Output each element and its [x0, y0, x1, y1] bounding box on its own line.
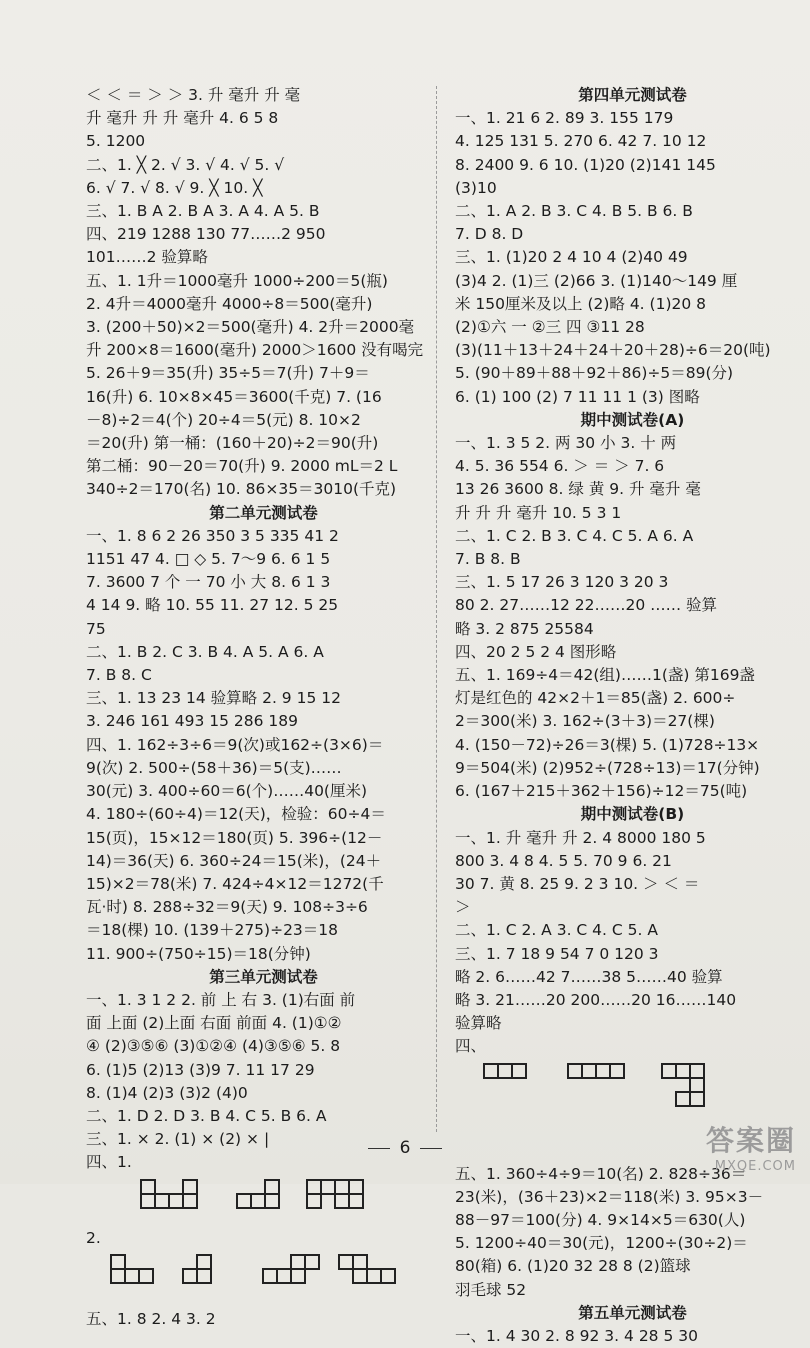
answer-line: 灯是红色的 42×2＋1＝85(盏) 2. 600÷: [455, 689, 736, 708]
answer-line: 9＝504(米) (2)952÷(728÷13)＝17(分钟): [455, 758, 760, 777]
figure-cell: [511, 1063, 527, 1079]
section-heading: 第四单元测试卷: [578, 86, 687, 104]
answer-line: 验算略: [455, 1014, 502, 1033]
answer-line: (3)4 2. (1)三 (2)66 3. (1)140～149 厘: [455, 271, 738, 290]
answer-line: 4. 5. 36 554 6. ＞ ＝ ＞ 7. 6: [455, 457, 665, 476]
answer-line: (3)10: [455, 178, 497, 197]
answer-line: 二、1. C 2. A 3. C 4. C 5. A: [455, 921, 658, 940]
answer-line: 1151 47 4. □ ◇ 5. 7～9 6. 6 1 5: [86, 550, 331, 569]
answer-line: 四、1.: [86, 1153, 132, 1172]
answer-line: 2.: [86, 1228, 101, 1247]
answer-line: 一、1. 3 1 2 2. 前 上 右 3. (1)右面 前: [86, 990, 356, 1009]
answer-line: 11. 900÷(750÷15)＝18(分钟): [86, 944, 311, 963]
answer-line: 9(次) 2. 500÷(58＋36)＝5(支)……: [86, 758, 342, 777]
figure-cell: [182, 1193, 198, 1209]
answer-line: 二、1. B 2. C 3. B 4. A 5. A 6. A: [86, 642, 324, 661]
section-heading: 第五单元测试卷: [578, 1303, 687, 1322]
view-figures: [86, 1175, 441, 1227]
answer-line: ④ (2)③⑤⑥ (3)①②④ (4)③⑤⑥ 5. 8: [86, 1037, 341, 1056]
answer-line: 4. (150－72)÷26＝3(棵) 5. (1)728÷13×: [455, 735, 760, 754]
answer-line: ＝18(棵) 10. (139＋275)÷23＝18: [86, 921, 339, 940]
answer-line: 羽毛球 52: [455, 1280, 527, 1299]
answer-line: 二、1. C 2. B 3. C 4. C 5. A 6. A: [455, 526, 694, 545]
watermark-title: 答案圈: [705, 1124, 796, 1157]
answer-line: 6. (1) 100 (2) 7 11 11 1 (3) 图略: [455, 387, 700, 406]
answer-line: 30 7. 黄 8. 25 9. 2 3 10. ＞ ＜ ＝: [455, 874, 700, 893]
answer-line: 7. B 8. B: [455, 550, 521, 569]
answer-line: 第二桶：90－20＝70(升) 9. 2000 mL＝2 L: [86, 457, 398, 476]
answer-line: 一、1. 4 30 2. 8 92 3. 4 28 5 30: [455, 1326, 698, 1345]
answer-line: 三、1. ⨯ 2. (1) ⨯ (2) ⨯ |: [86, 1130, 270, 1149]
figure-cell: [609, 1063, 625, 1079]
answer-line: ＜ ＜ ＝ ＞ ＞ 3. 升 毫升 升 毫: [86, 86, 301, 104]
answer-line: 一、1. 3 5 2. 两 30 小 3. 十 两: [455, 434, 677, 453]
page-number-text: 6: [399, 1138, 411, 1158]
section-heading: 期中测试卷(A): [580, 410, 685, 429]
answer-line: 3. 246 161 493 15 286 189: [86, 712, 298, 731]
answer-line: 米 150厘米及以上 (2)略 4. (1)20 8: [455, 294, 707, 313]
answer-line: 升 升 升 毫升 10. 5 3 1: [455, 503, 622, 522]
figure-cell: [182, 1268, 198, 1284]
answer-line: 面 上面 (2)上面 右面 前面 4. (1)①②: [86, 1014, 342, 1033]
answer-line: 四、1. 162÷3÷6＝9(次)或162÷(3×6)＝: [86, 735, 384, 754]
answer-line: 30(元) 3. 400÷60＝6(个)……40(厘米): [86, 782, 368, 801]
answer-line: 五、1. 1升＝1000毫升 1000÷200＝5(瓶): [86, 271, 388, 290]
section-heading: 第三单元测试卷: [209, 967, 318, 986]
figure-cell: [304, 1254, 320, 1270]
answer-line: 5. 1200÷40＝30(元)，1200÷(30÷2)＝: [455, 1234, 748, 1253]
figure-cell: [264, 1193, 280, 1209]
answer-line: 三、1. 7 18 9 54 7 0 120 3: [455, 944, 659, 963]
answer-line: (3)(11＋13＋24＋24＋20＋28)÷6＝20(吨): [455, 341, 771, 360]
section-heading: 第二单元测试卷: [209, 503, 318, 522]
answer-line: 二、1. D 2. D 3. B 4. C 5. B 6. A: [86, 1106, 327, 1125]
figure-cell: [138, 1268, 154, 1284]
answer-line: 二、1. ╳ 2. √ 3. √ 4. √ 5. √: [86, 155, 285, 174]
figure-cell: [264, 1179, 280, 1195]
answer-line: (2)①六 一 ②三 四 ③11 28: [455, 318, 645, 337]
answer-line: 13 26 3600 8. 绿 黄 9. 升 毫升 毫: [455, 480, 701, 499]
page-number-dash-right: [420, 1148, 442, 1149]
answer-line: 略 3. 21……20 200……20 16……140: [455, 990, 737, 1009]
answer-line: 8. (1)4 (2)3 (3)2 (4)0: [86, 1083, 248, 1102]
answer-line: 800 3. 4 8 4. 5 5. 70 9 6. 21: [455, 851, 672, 870]
answer-line: ＞: [455, 898, 471, 917]
watermark-logo: [706, 1119, 796, 1174]
answer-line: 7. 3600 7 个 一 70 小 大 8. 6 1 3: [86, 573, 331, 592]
answer-line: 88－97＝100(分) 4. 9×14×5＝630(人): [455, 1210, 746, 1229]
answer-line: 瓦·时) 8. 288÷32＝9(天) 9. 108÷3÷6: [86, 898, 368, 917]
figure-cell: [306, 1193, 322, 1209]
column-divider: [436, 86, 437, 1132]
answer-line: 略 2. 6……42 7……38 5……40 验算: [455, 967, 723, 986]
answer-line: 101……2 验算略: [86, 248, 208, 267]
answer-line: 8. 2400 9. 6 10. (1)20 (2)141 145: [455, 155, 716, 174]
watermark-url: MXQE.COM: [714, 1159, 796, 1174]
answer-line: 五、1. 169÷4＝42(组)……1(盏) 第169盏: [455, 666, 755, 685]
answer-line: 3. (200＋50)×2＝500(毫升) 4. 2升＝2000毫: [86, 318, 415, 337]
answer-line: 升 毫升 升 升 毫升 4. 6 5 8: [86, 109, 279, 128]
answer-line: 340÷2＝170(名) 10. 86×35＝3010(千克): [86, 480, 397, 499]
answer-line: 略 3. 2 875 25584: [455, 619, 594, 638]
answer-line: 三、1. (1)20 2 4 10 4 (2)40 49: [455, 248, 688, 267]
answer-line: 4. 125 131 5. 270 6. 42 7. 10 12: [455, 132, 707, 151]
section-heading: 期中测试卷(B): [580, 805, 685, 824]
answer-line: 一、1. 8 6 2 26 350 3 5 335 41 2: [86, 526, 339, 545]
answer-line: 2. 4升＝4000毫升 4000÷8＝500(毫升): [86, 294, 373, 313]
figure-cell: [380, 1268, 396, 1284]
answer-line: 15)×2＝78(米) 7. 424÷4×12＝1272(千: [86, 874, 384, 893]
figure-cell: [348, 1193, 364, 1209]
answer-line: 75: [86, 619, 106, 638]
answer-line: 5. (90＋89＋88＋92＋86)÷5＝89(分): [455, 364, 734, 383]
answer-line: 三、1. 13 23 14 验算略 2. 9 15 12: [86, 689, 341, 708]
answer-line: 80 2. 27……12 22……20 …… 验算: [455, 596, 718, 615]
answer-line: 4. 180÷(60÷4)＝12(天)，检验：60÷4＝: [86, 805, 386, 824]
page-number-dash-left: [368, 1148, 390, 1149]
figure-cell: [689, 1091, 705, 1107]
answer-line: 三、1. B A 2. B A 3. A 4. A 5. B: [86, 202, 320, 221]
answer-line: 15(页)，15×12＝180(页) 5. 396÷(12－: [86, 828, 383, 847]
answer-line: 16(升) 6. 10×8×45＝3600(千克) 7. (16: [86, 387, 382, 406]
answer-line: 四、20 2 5 2 4 图形略: [455, 642, 617, 661]
answer-line: 升 200×8＝1600(毫升) 2000＞1600 没有喝完: [86, 341, 424, 360]
answer-line: 7. D 8. D: [455, 225, 524, 244]
answer-line: 5. 1200: [86, 132, 146, 151]
answer-line: 80(箱) 6. (1)20 32 28 8 (2)篮球: [455, 1257, 691, 1276]
answer-line: －8)÷2＝4(个) 20÷4＝5(元) 8. 10×2: [86, 410, 361, 429]
answer-line: 6. (167＋215＋362＋156)÷12＝75(吨): [455, 782, 748, 801]
figure-cell: [290, 1268, 306, 1284]
answer-line: 二、1. A 2. B 3. C 4. B 5. B 6. B: [455, 202, 693, 221]
answer-line: 14)＝36(天) 6. 360÷24＝15(米)，(24＋: [86, 851, 382, 870]
view-figures: [86, 1250, 441, 1308]
answer-line: 23(米)，(36＋23)×2＝118(米) 3. 95×3－: [455, 1187, 764, 1206]
answer-line: 7. B 8. C: [86, 666, 152, 685]
answer-line: ＝20(升) 第一桶：(160＋20)÷2＝90(升): [86, 434, 379, 453]
answer-line: 四、: [455, 1037, 487, 1056]
answer-line: 五、1. 360÷4÷9＝10(名) 2. 828÷36＝: [455, 1164, 747, 1183]
answer-line: 三、1. 5 17 26 3 120 3 20 3: [455, 573, 669, 592]
answer-line: 四、219 1288 130 77……2 950: [86, 225, 326, 244]
answer-line: 一、1. 21 6 2. 89 3. 155 179: [455, 109, 674, 128]
answer-line: 五、1. 8 2. 4 3. 2: [86, 1309, 216, 1328]
answer-line: 6. √ 7. √ 8. √ 9. ╳ 10. ╳: [86, 178, 263, 197]
answer-line: 4 14 9. 略 10. 55 11. 27 12. 5 25: [86, 596, 339, 615]
figure-cell: [182, 1179, 198, 1195]
answer-line: 2＝300(米) 3. 162÷(3＋3)＝27(棵): [455, 712, 715, 731]
figure-cell: [196, 1268, 212, 1284]
page-number: [0, 1138, 810, 1158]
figure-cell: [675, 1091, 691, 1107]
answer-line: 一、1. 升 毫升 升 2. 4 8000 180 5: [455, 828, 706, 847]
answer-line: 5. 26＋9＝35(升) 35÷5＝7(升) 7＋9＝: [86, 364, 370, 383]
answer-line: 6. (1)5 (2)13 (3)9 7. 11 17 29: [86, 1060, 315, 1079]
